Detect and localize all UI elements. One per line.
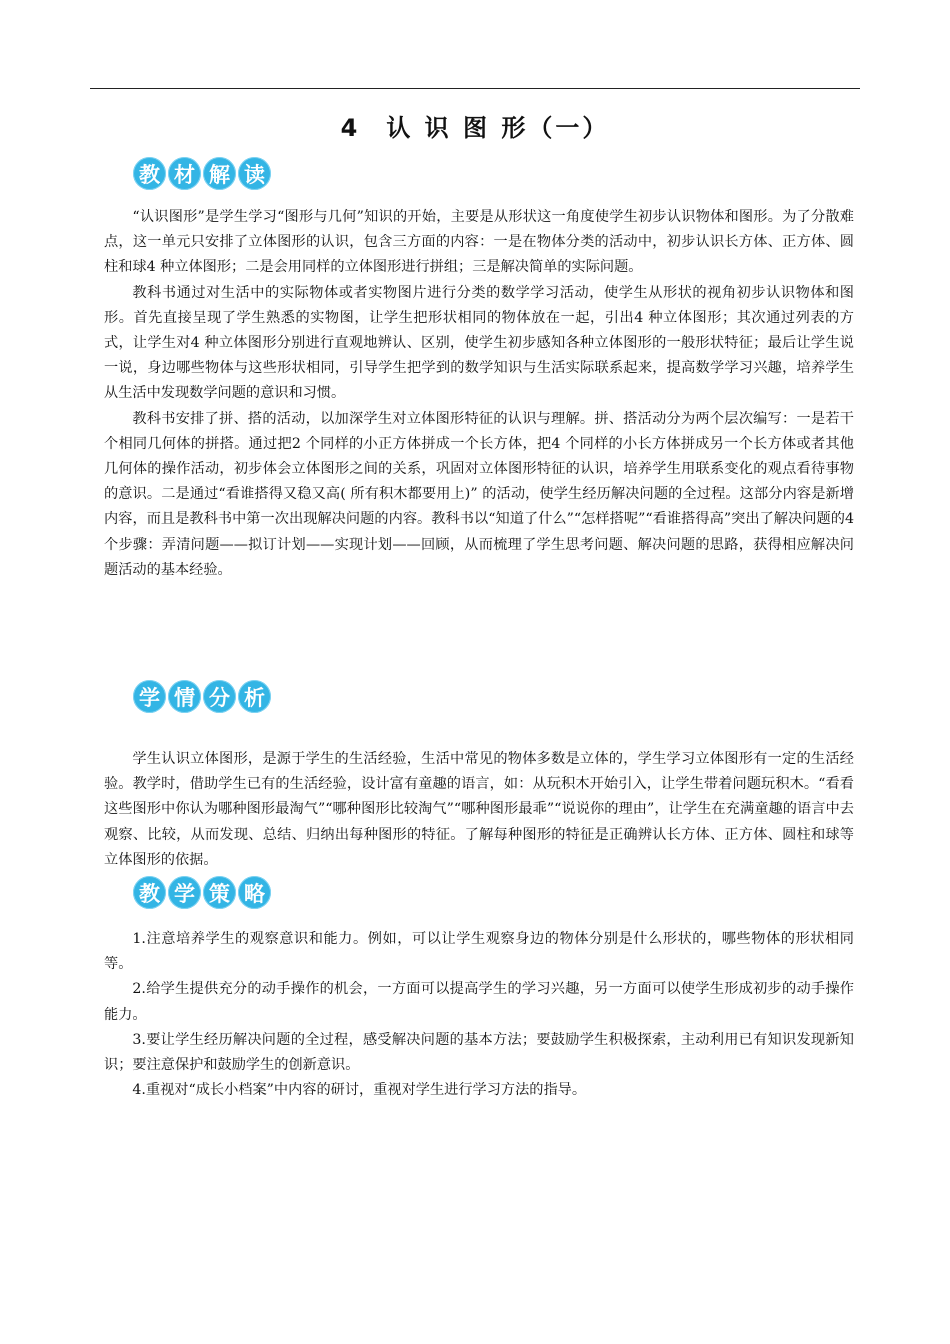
top-divider xyxy=(90,88,860,89)
heading-char: 教 xyxy=(133,876,166,909)
heading-char: 略 xyxy=(238,876,271,909)
heading-char: 教 xyxy=(133,157,166,190)
heading-char: 读 xyxy=(238,157,271,190)
section-body-textbook-interpretation xyxy=(104,205,854,583)
heading-char: 材 xyxy=(168,157,201,190)
paragraph: 教科书安排了拼、搭的活动，以加深学生对立体图形特征的认识与理解。拼、搭活动分为两个层次编写：一是若干个相同几何体的拼搭。通过把2 个同样的小正方体拼成一个长方体，把4 个同样的小长方体拼成另一个长方体或者其他几何体的操作活动，初步体会立体图形之间的关系，巩固对立体图形特征的认识，培养学生用联系变化的观点看待事物的意识。二是通过“看谁搭得又稳又高( 所有积木都要用上)” 的活动，使学生经历解决问题的全过程。这部分内容是新增内容，而且是教科书中第一次出现解决问题的内容。教科书以“知道了什么”“怎样搭呢”“看谁搭得高”突出了解决问题的4 个步骤：弄清问题——拟订计划——实现计划——回顾，从而梳理了学生思考问题、解决问题的思路，获得相应解决问题活动的基本经验。 xyxy=(104,410,854,578)
chapter-title xyxy=(0,108,950,143)
heading-char: 析 xyxy=(238,680,271,713)
section-heading-learning-analysis xyxy=(133,680,271,713)
heading-char: 情 xyxy=(168,680,201,713)
list-item: 3.要让学生经历解决问题的全过程，感受解决问题的基本方法；要鼓励学生积极探索，主动利用已有知识发现新知识；要注意保护和鼓励学生的创新意识。 xyxy=(104,1031,854,1074)
heading-char: 学 xyxy=(168,876,201,909)
section-body-teaching-strategy xyxy=(104,927,854,1103)
heading-char: 分 xyxy=(203,680,236,713)
section-heading-teaching-strategy xyxy=(133,876,271,909)
paragraph: “认识图形”是学生学习“图形与几何”知识的开始，主要是从形状这一角度使学生初步认识物体和图形。为了分散难点，这一单元只安排了立体图形的认识，包含三方面的内容：一是在物体分类的活动中，初步认识长方体、正方体、圆柱和球4 种立体图形；二是会用同样的立体图形进行拼组；三是解决简单的实际问题。 xyxy=(104,209,854,276)
heading-char: 学 xyxy=(133,680,166,713)
heading-char: 策 xyxy=(203,876,236,909)
section-body-learning-analysis xyxy=(104,747,854,873)
chapter-number: 4 xyxy=(340,114,361,142)
list-item: 1.注意培养学生的观察意识和能力。例如，可以让学生观察身边的物体分别是什么形状的，哪些物体的形状相同等。 xyxy=(104,931,854,973)
section-heading-textbook-interpretation xyxy=(133,157,271,190)
paragraph: 教科书通过对生活中的实际物体或者实物图片进行分类的数学学习活动，使学生从形状的视角初步认识物体和图形。首先直接呈现了学生熟悉的实物图，让学生把形状相同的物体放在一起，引出4 种立体图形；其次通过列表的方式，让学生对4 种立体图形分别进行直观地辨认、区别，使学生初步感知各种立体图形的一般形状特征；最后让学生说一说，身边哪些物体与这些形状相同，引导学生把学到的数学知识与生活实际联系起来，提高数学学习兴趣，培养学生从生活中发现数学问题的意识和习惯。 xyxy=(104,284,854,402)
list-item: 2.给学生提供充分的动手操作的机会，一方面可以提高学生的学习兴趣，另一方面可以使学生形成初步的动手操作能力。 xyxy=(104,981,854,1023)
paragraph: 学生认识立体图形，是源于学生的生活经验，生活中常见的物体多数是立体的，学生学习立体图形有一定的生活经验。教学时，借助学生已有的生活经验，设计富有童趣的语言，如：从玩积木开始引入，让学生带着问题玩积木。“看看这些图形中你认为哪种图形最淘气”“哪种图形比较淘气”“哪种图形最乖”“说说你的理由”，让学生在充满童趣的语言中去观察、比较，从而发现、总结、归纳出每种图形的特征。了解每种图形的特征是正确辨认长方体、正方体、圆柱和球等立体图形的依据。 xyxy=(104,751,854,868)
chapter-name: 认 识 图 形（一） xyxy=(386,114,610,142)
heading-char: 解 xyxy=(203,157,236,190)
list-item: 4.重视对“成长小档案”中内容的研讨，重视对学生进行学习方法的指导。 xyxy=(132,1082,587,1099)
